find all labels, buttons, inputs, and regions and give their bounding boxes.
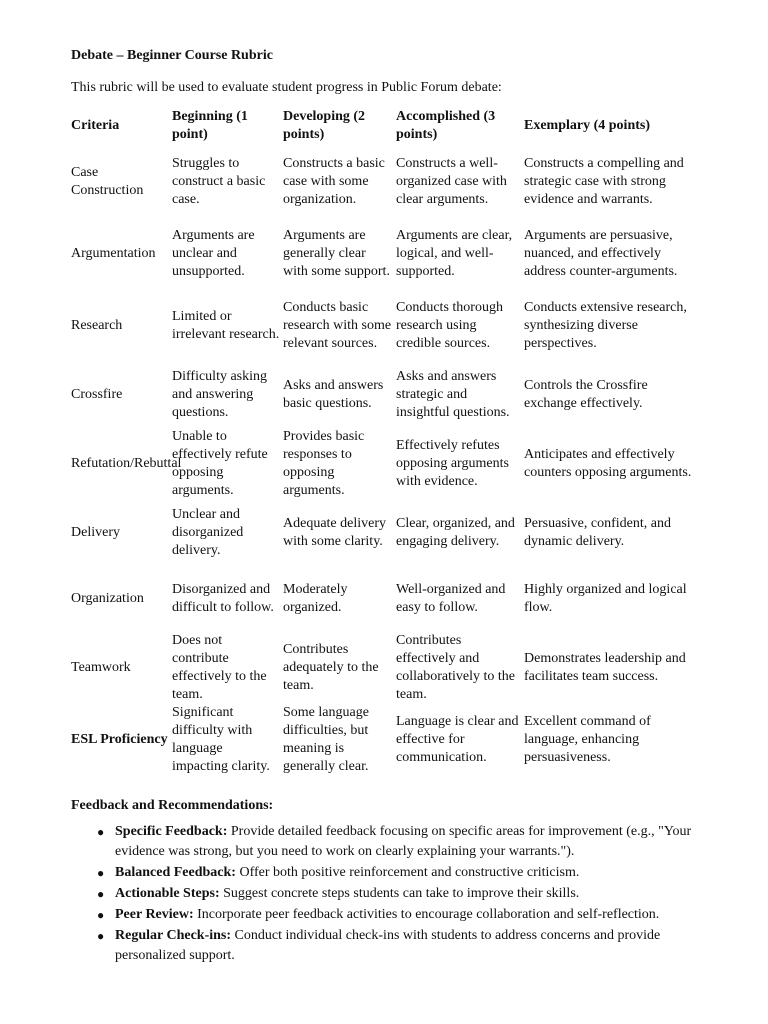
header-accomplished: Accomplished (3 points) (396, 109, 496, 142)
developing-cell: Arguments are generally clear with some support. (283, 228, 390, 279)
beginning-cell: Unable to effectively refute opposing arguments. (172, 429, 268, 498)
exemplary-cell: Constructs a compelling and strategic case with strong evidence and warrants. (524, 156, 684, 207)
document-page (71, 46, 711, 967)
criterion-cell: Refutation/Rebuttal (71, 456, 182, 471)
list-item (97, 822, 711, 862)
beginning-cell: Arguments are unclear and unsupported. (172, 228, 255, 279)
list-item (97, 926, 711, 966)
rubric-row (71, 704, 695, 776)
developing-cell: Some language difficulties, but meaning is generally clear. (283, 705, 369, 774)
developing-cell: Conducts basic research with some relevant sources. (283, 300, 392, 351)
item-lead: Actionable Steps: (115, 886, 220, 901)
bullet-icon: ● (97, 887, 105, 901)
accomplished-cell: Language is clear and effective for communication. (396, 714, 519, 765)
developing-cell: Contributes adequately to the team. (283, 642, 379, 693)
item-text: Conduct individual check-ins with students to address concerns and provide personalized support. (115, 928, 661, 963)
bullet-icon: ● (97, 908, 105, 922)
beginning-cell: Significant difficulty with language impacting clarity. (172, 705, 270, 774)
header-beginning: Beginning (1 point) (172, 109, 248, 142)
accomplished-cell: Constructs a well-organized case with clear arguments. (396, 156, 507, 207)
accomplished-cell: Well-organized and easy to follow. (396, 582, 506, 615)
criterion-cell: Argumentation (71, 246, 156, 261)
exemplary-cell: Demonstrates leadership and facilitates team success. (524, 651, 686, 684)
rubric-header-row (71, 106, 695, 146)
item-lead: Balanced Feedback: (115, 865, 236, 880)
item-text: Incorporate peer feedback activities to encourage collaboration and self-reflection. (193, 907, 660, 922)
intro-paragraph: This rubric will be used to evaluate student progress in Public Forum debate: (71, 80, 502, 95)
exemplary-cell: Anticipates and effectively counters opposing arguments. (524, 447, 692, 480)
beginning-cell: Unclear and disorganized delivery. (172, 507, 244, 558)
criterion-cell: Teamwork (71, 660, 131, 675)
bullet-icon: ● (97, 929, 105, 943)
exemplary-cell: Persuasive, confident, and dynamic delivery. (524, 516, 671, 549)
list-item (97, 863, 711, 883)
accomplished-cell: Arguments are clear, logical, and well-supported. (396, 228, 513, 279)
rubric-row (71, 146, 695, 218)
rubric-table (71, 106, 695, 776)
exemplary-cell: Conducts extensive research, synthesizing diverse perspectives. (524, 300, 687, 351)
beginning-cell: Struggles to construct a basic case. (172, 156, 266, 207)
accomplished-cell: Conducts thorough research using credible sources. (396, 300, 503, 351)
rubric-row (71, 218, 695, 290)
item-lead: Regular Check-ins: (115, 928, 232, 943)
rubric-row (71, 290, 695, 362)
beginning-cell: Disorganized and difficult to follow. (172, 582, 274, 615)
header-developing: Developing (2 points) (283, 109, 366, 142)
bullet-icon: ● (97, 825, 105, 839)
criterion-cell: Case Construction (71, 165, 144, 198)
developing-cell: Constructs a basic case with some organization. (283, 156, 385, 207)
item-text: Offer both positive reinforcement and constructive criticism. (235, 865, 580, 880)
rubric-row (71, 500, 695, 566)
header-exemplary: Exemplary (4 points) (524, 118, 650, 133)
criterion-cell: ESL Proficiency (71, 732, 168, 747)
exemplary-cell: Highly organized and logical flow. (524, 582, 687, 615)
exemplary-cell: Controls the Crossfire exchange effectively. (524, 378, 648, 411)
exemplary-cell: Excellent command of language, enhancing persuasiveness. (524, 714, 651, 765)
list-item (97, 905, 711, 925)
document-title: Debate – Beginner Course Rubric (71, 48, 273, 63)
accomplished-cell: Clear, organized, and engaging delivery. (396, 516, 515, 549)
rubric-row (71, 632, 695, 704)
rubric-row (71, 362, 695, 428)
criterion-cell: Organization (71, 591, 144, 606)
accomplished-cell: Contributes effectively and collaboratively to the team. (396, 633, 515, 702)
developing-cell: Provides basic responses to opposing arguments. (283, 429, 365, 498)
list-item (97, 884, 711, 904)
feedback-list (71, 822, 711, 966)
developing-cell: Adequate delivery with some clarity. (283, 516, 387, 549)
item-text: Suggest concrete steps students can take to improve their skills. (219, 886, 580, 901)
bullet-icon: ● (97, 866, 105, 880)
developing-cell: Moderately organized. (283, 582, 348, 615)
rubric-row (71, 566, 695, 632)
item-lead: Specific Feedback: (115, 824, 228, 839)
accomplished-cell: Asks and answers strategic and insightful questions. (396, 369, 510, 420)
accomplished-cell: Effectively refutes opposing arguments with evidence. (396, 438, 509, 489)
criterion-cell: Research (71, 318, 123, 333)
developing-cell: Asks and answers basic questions. (283, 378, 384, 411)
item-text: Provide detailed feedback focusing on specific areas for improvement (e.g., "Your evidence was strong, but you need to work on clearly explaining your warrants."). (115, 824, 692, 859)
criterion-cell: Crossfire (71, 387, 123, 402)
beginning-cell: Difficulty asking and answering questions. (172, 369, 268, 420)
rubric-row (71, 428, 695, 500)
criterion-cell: Delivery (71, 525, 120, 540)
exemplary-cell: Arguments are persuasive, nuanced, and effectively address counter-arguments. (524, 228, 678, 279)
feedback-heading: Feedback and Recommendations: (71, 798, 274, 813)
beginning-cell: Does not contribute effectively to the team. (172, 633, 267, 702)
beginning-cell: Limited or irrelevant research. (172, 309, 280, 342)
header-criteria: Criteria (71, 118, 120, 133)
item-lead: Peer Review: (115, 907, 194, 922)
